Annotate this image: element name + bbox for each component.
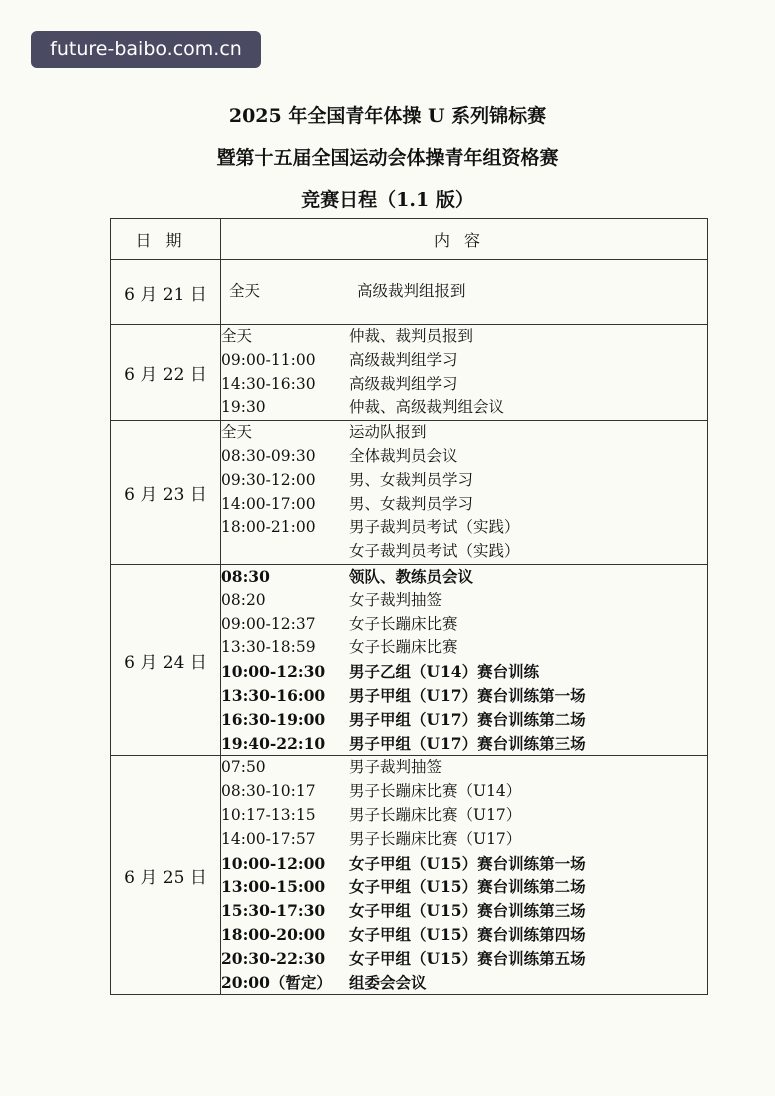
item-time: 09:00-12:37 bbox=[221, 614, 316, 633]
item-time: 全天 bbox=[221, 423, 253, 442]
item-time: 14:00-17:00 bbox=[221, 494, 316, 513]
title-line-1: 2025 年全国青年体操 U 系列锦标赛 bbox=[228, 105, 547, 127]
schedule-item bbox=[221, 923, 707, 947]
item-text: 男子甲组（U17）赛台训练第一场 bbox=[349, 685, 586, 705]
schedule-item bbox=[221, 852, 707, 876]
row-date: 6 月 25 日 bbox=[111, 756, 221, 995]
item-text: 男子长蹦床比赛（U14） bbox=[349, 782, 522, 801]
item-text: 仲裁、裁判员报到 bbox=[349, 327, 474, 345]
item-time: 08:30-10:17 bbox=[221, 782, 316, 801]
schedule-item bbox=[221, 445, 707, 469]
item-text: 组委会会议 bbox=[349, 972, 427, 992]
schedule-item bbox=[221, 396, 707, 420]
item-text: 高级裁判组报到 bbox=[357, 282, 466, 301]
schedule-table bbox=[110, 218, 708, 995]
watermark-badge: future-baibo.com.cn bbox=[31, 31, 261, 68]
schedule-item bbox=[221, 589, 707, 613]
item-text: 男子裁判员考试（实践） bbox=[349, 518, 520, 537]
schedule-item bbox=[221, 899, 707, 923]
schedule-item bbox=[221, 780, 707, 804]
item-text: 男、女裁判员学习 bbox=[349, 494, 474, 513]
item-time: 18:00-21:00 bbox=[221, 518, 316, 537]
item-time: 13:30-18:59 bbox=[221, 638, 316, 657]
row-date: 6 月 24 日 bbox=[111, 564, 221, 755]
item-text: 男子裁判抽签 bbox=[349, 758, 443, 777]
item-time: 15:30-17:30 bbox=[221, 901, 326, 921]
row-content bbox=[221, 260, 708, 325]
item-time: 07:50 bbox=[221, 758, 266, 777]
schedule-item bbox=[221, 636, 707, 660]
schedule-item bbox=[221, 804, 707, 828]
table-row bbox=[111, 325, 708, 421]
schedule-item bbox=[221, 469, 707, 493]
schedule-item bbox=[221, 613, 707, 637]
item-time: 全天 bbox=[221, 327, 253, 345]
schedule-item bbox=[221, 493, 707, 517]
item-text: 女子甲组（U15）赛台训练第二场 bbox=[349, 877, 586, 897]
item-text: 仲裁、高级裁判组会议 bbox=[349, 398, 505, 417]
item-time: 13:30-16:00 bbox=[221, 685, 326, 705]
item-text: 运动队报到 bbox=[349, 423, 427, 442]
item-time: 13:00-15:00 bbox=[221, 877, 326, 897]
item-text: 男子乙组（U14）赛台训练 bbox=[349, 662, 540, 682]
item-time: 08:30 bbox=[221, 566, 270, 586]
schedule-item bbox=[221, 565, 707, 589]
item-time: 19:40-22:10 bbox=[221, 733, 326, 753]
item-time: 08:20 bbox=[221, 590, 266, 609]
document-title bbox=[0, 96, 775, 222]
schedule-item bbox=[221, 684, 707, 708]
row-date: 6 月 21 日 bbox=[111, 260, 221, 325]
schedule-item bbox=[221, 660, 707, 684]
item-text: 高级裁判组学习 bbox=[349, 374, 458, 393]
item-time: 09:00-11:00 bbox=[221, 350, 316, 369]
item-time: 14:30-16:30 bbox=[221, 374, 316, 393]
schedule-item bbox=[221, 540, 707, 564]
item-time: 10:17-13:15 bbox=[221, 805, 316, 824]
item-time: 全天 bbox=[229, 282, 261, 301]
row-content bbox=[221, 756, 708, 995]
item-time: 09:30-12:00 bbox=[221, 470, 316, 489]
schedule-item bbox=[221, 971, 707, 995]
table-header-row bbox=[111, 219, 708, 260]
item-text: 领队、教练员会议 bbox=[349, 566, 474, 586]
schedule-item bbox=[221, 708, 707, 732]
schedule-item bbox=[221, 756, 707, 780]
header-date: 日期 bbox=[111, 219, 221, 260]
table-row bbox=[111, 260, 708, 325]
row-content bbox=[221, 421, 708, 565]
item-text: 男子甲组（U17）赛台训练第二场 bbox=[349, 709, 586, 729]
item-text: 女子长蹦床比赛 bbox=[349, 614, 458, 633]
schedule-item bbox=[221, 325, 707, 349]
schedule-item bbox=[221, 421, 707, 445]
item-text: 女子裁判员考试（实践） bbox=[349, 542, 520, 561]
title-line-2: 暨第十五届全国运动会体操青年组资格赛 bbox=[216, 147, 559, 169]
table-row bbox=[111, 564, 708, 755]
item-text: 全体裁判员会议 bbox=[349, 446, 458, 465]
schedule-item bbox=[221, 349, 707, 373]
table-row bbox=[111, 421, 708, 565]
item-time bbox=[221, 540, 349, 564]
row-date: 6 月 22 日 bbox=[111, 325, 221, 421]
schedule-item bbox=[221, 947, 707, 971]
header-content: 内容 bbox=[221, 219, 708, 260]
item-text: 女子甲组（U15）赛台训练第三场 bbox=[349, 901, 586, 921]
item-time: 20:00（暂定） bbox=[221, 972, 332, 992]
title-line-3: 竞赛日程（1.1 版） bbox=[301, 189, 474, 211]
item-time: 08:30-09:30 bbox=[221, 446, 316, 465]
schedule-item bbox=[221, 828, 707, 852]
row-date: 6 月 23 日 bbox=[111, 421, 221, 565]
item-time: 14:00-17:57 bbox=[221, 829, 316, 848]
table-row bbox=[111, 756, 708, 995]
item-text: 女子甲组（U15）赛台训练第一场 bbox=[349, 853, 586, 873]
schedule-item bbox=[221, 516, 707, 540]
schedule-item bbox=[221, 875, 707, 899]
schedule-item bbox=[221, 732, 707, 756]
item-time: 16:30-19:00 bbox=[221, 709, 326, 729]
item-text: 女子长蹦床比赛 bbox=[349, 638, 458, 657]
schedule-item bbox=[229, 280, 707, 304]
item-text: 女子甲组（U15）赛台训练第五场 bbox=[349, 948, 586, 968]
row-content bbox=[221, 325, 708, 421]
row-content bbox=[221, 564, 708, 755]
item-text: 高级裁判组学习 bbox=[349, 350, 458, 369]
item-text: 女子裁判抽签 bbox=[349, 590, 443, 609]
item-text: 男子长蹦床比赛（U17） bbox=[349, 805, 522, 824]
item-time: 10:00-12:00 bbox=[221, 853, 326, 873]
item-text: 男子甲组（U17）赛台训练第三场 bbox=[349, 733, 586, 753]
item-text: 男、女裁判员学习 bbox=[349, 470, 474, 489]
item-time: 18:00-20:00 bbox=[221, 924, 326, 944]
schedule-body bbox=[111, 260, 708, 995]
schedule-item bbox=[221, 373, 707, 397]
item-time: 19:30 bbox=[221, 398, 266, 417]
item-time: 20:30-22:30 bbox=[221, 948, 326, 968]
item-text: 女子甲组（U15）赛台训练第四场 bbox=[349, 924, 586, 944]
item-time: 10:00-12:30 bbox=[221, 662, 326, 682]
item-text: 男子长蹦床比赛（U17） bbox=[349, 829, 522, 848]
